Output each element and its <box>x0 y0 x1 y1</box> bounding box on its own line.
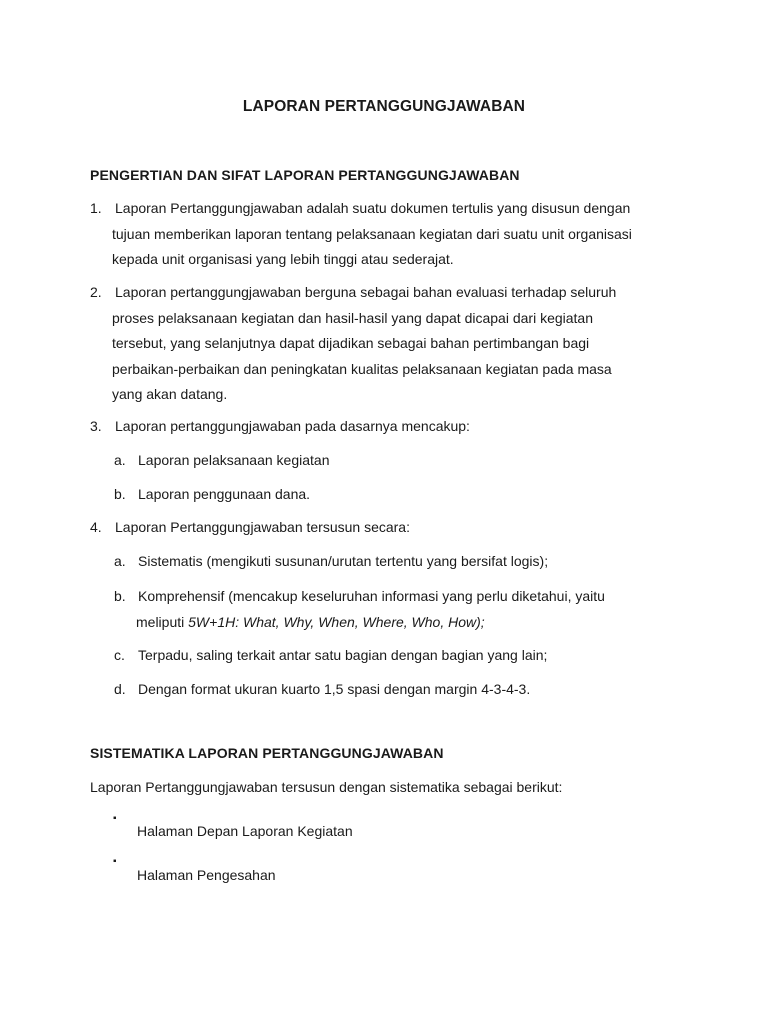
sub-item-line: Terpadu, saling terkait antar satu bagian dengan bagian yang lain; <box>138 647 548 663</box>
section-intro: Laporan Pertanggungjawaban tersusun dengan sistematika sebagai berikut: <box>90 779 563 795</box>
sub-item-line: Laporan pelaksanaan kegiatan <box>138 452 330 468</box>
section-heading-sistematika: SISTEMATIKA LAPORAN PERTANGGUNGJAWABAN <box>90 745 444 761</box>
sub-item-marker: b. <box>114 486 126 502</box>
sub-item-4d <box>114 677 674 703</box>
sub-item-4c <box>114 643 674 669</box>
sub-item-text <box>114 482 674 508</box>
sub-item-text <box>114 677 674 703</box>
sub-item-marker: a. <box>114 452 126 468</box>
sub-item-marker: d. <box>114 681 126 697</box>
item-marker: 4. <box>90 519 102 535</box>
bullet-item: Halaman Depan Laporan Kegiatan <box>137 823 353 839</box>
item-marker: 1. <box>90 200 102 216</box>
item-line: Laporan Pertanggungjawaban tersusun secara: <box>115 519 410 535</box>
item-line: yang akan datang. <box>112 386 228 402</box>
sub-item-4a <box>114 549 674 575</box>
item-line: Laporan pertanggungjawaban berguna sebagai bahan evaluasi terhadap seluruh <box>115 284 617 300</box>
item-text <box>90 280 690 408</box>
item-line: kepada unit organisasi yang lebih tinggi atau sederajat. <box>112 251 454 267</box>
sub-item-4b <box>114 584 674 635</box>
sub-item-marker: c. <box>114 647 125 663</box>
item-line: perbaikan-perbaikan dan peningkatan kualitas pelaksanaan kegiatan pada masa <box>112 360 612 377</box>
item-line: tersebut, yang selanjutnya dapat dijadikan sebagai bahan pertimbangan bagi <box>112 335 590 351</box>
numbered-item-3 <box>90 414 690 440</box>
item-text <box>90 196 690 273</box>
section-heading-pengertian: PENGERTIAN DAN SIFAT LAPORAN PERTANGGUNGJAWABAN <box>90 167 520 183</box>
sub-item-3b <box>114 482 674 508</box>
item-marker: 3. <box>90 418 102 434</box>
sub-item-text <box>114 584 674 635</box>
sub-item-marker: b. <box>114 588 126 604</box>
sub-item-line-prefix: meliputi <box>136 613 189 630</box>
sub-item-text <box>114 448 674 474</box>
sub-item-3a <box>114 448 674 474</box>
item-line: Laporan pertanggungjawaban pada dasarnya mencakup: <box>115 418 470 434</box>
numbered-item-2 <box>90 280 690 408</box>
sub-item-marker: a. <box>114 553 126 569</box>
item-line: Laporan Pertanggungjawaban adalah suatu dokumen tertulis yang disusun dengan <box>115 200 631 216</box>
square-bullet-icon: ▪ <box>113 856 117 867</box>
sub-item-line: Dengan format ukuran kuarto 1,5 spasi dengan margin 4-3-4-3. <box>138 681 531 697</box>
item-line: proses pelaksanaan kegiatan dan hasil-hasil yang dapat dicapai dari kegiatan <box>112 309 593 326</box>
sub-item-text <box>114 643 674 669</box>
numbered-item-4 <box>90 515 690 541</box>
item-marker: 2. <box>90 284 102 300</box>
sub-item-line: Komprehensif (mencakup keseluruhan informasi yang perlu diketahui, yaitu <box>138 588 605 604</box>
item-line: tujuan memberikan laporan tentang pelaksanaan kegiatan dari suatu unit organisasi <box>112 225 632 242</box>
sub-item-line: Sistematis (mengikuti susunan/urutan tertentu yang bersifat logis); <box>138 553 549 569</box>
sub-item-line-italic: 5W+1H: What, Why, When, Where, Who, How); <box>188 613 485 630</box>
item-text <box>90 414 690 440</box>
square-bullet-icon: ▪ <box>113 813 117 824</box>
sub-item-text <box>114 549 674 575</box>
sub-item-line: Laporan penggunaan dana. <box>138 486 311 502</box>
item-text <box>90 515 690 541</box>
document-title: LAPORAN PERTANGGUNGJAWABAN <box>242 98 526 115</box>
numbered-item-1 <box>90 196 690 273</box>
bullet-item: Halaman Pengesahan <box>137 867 276 883</box>
